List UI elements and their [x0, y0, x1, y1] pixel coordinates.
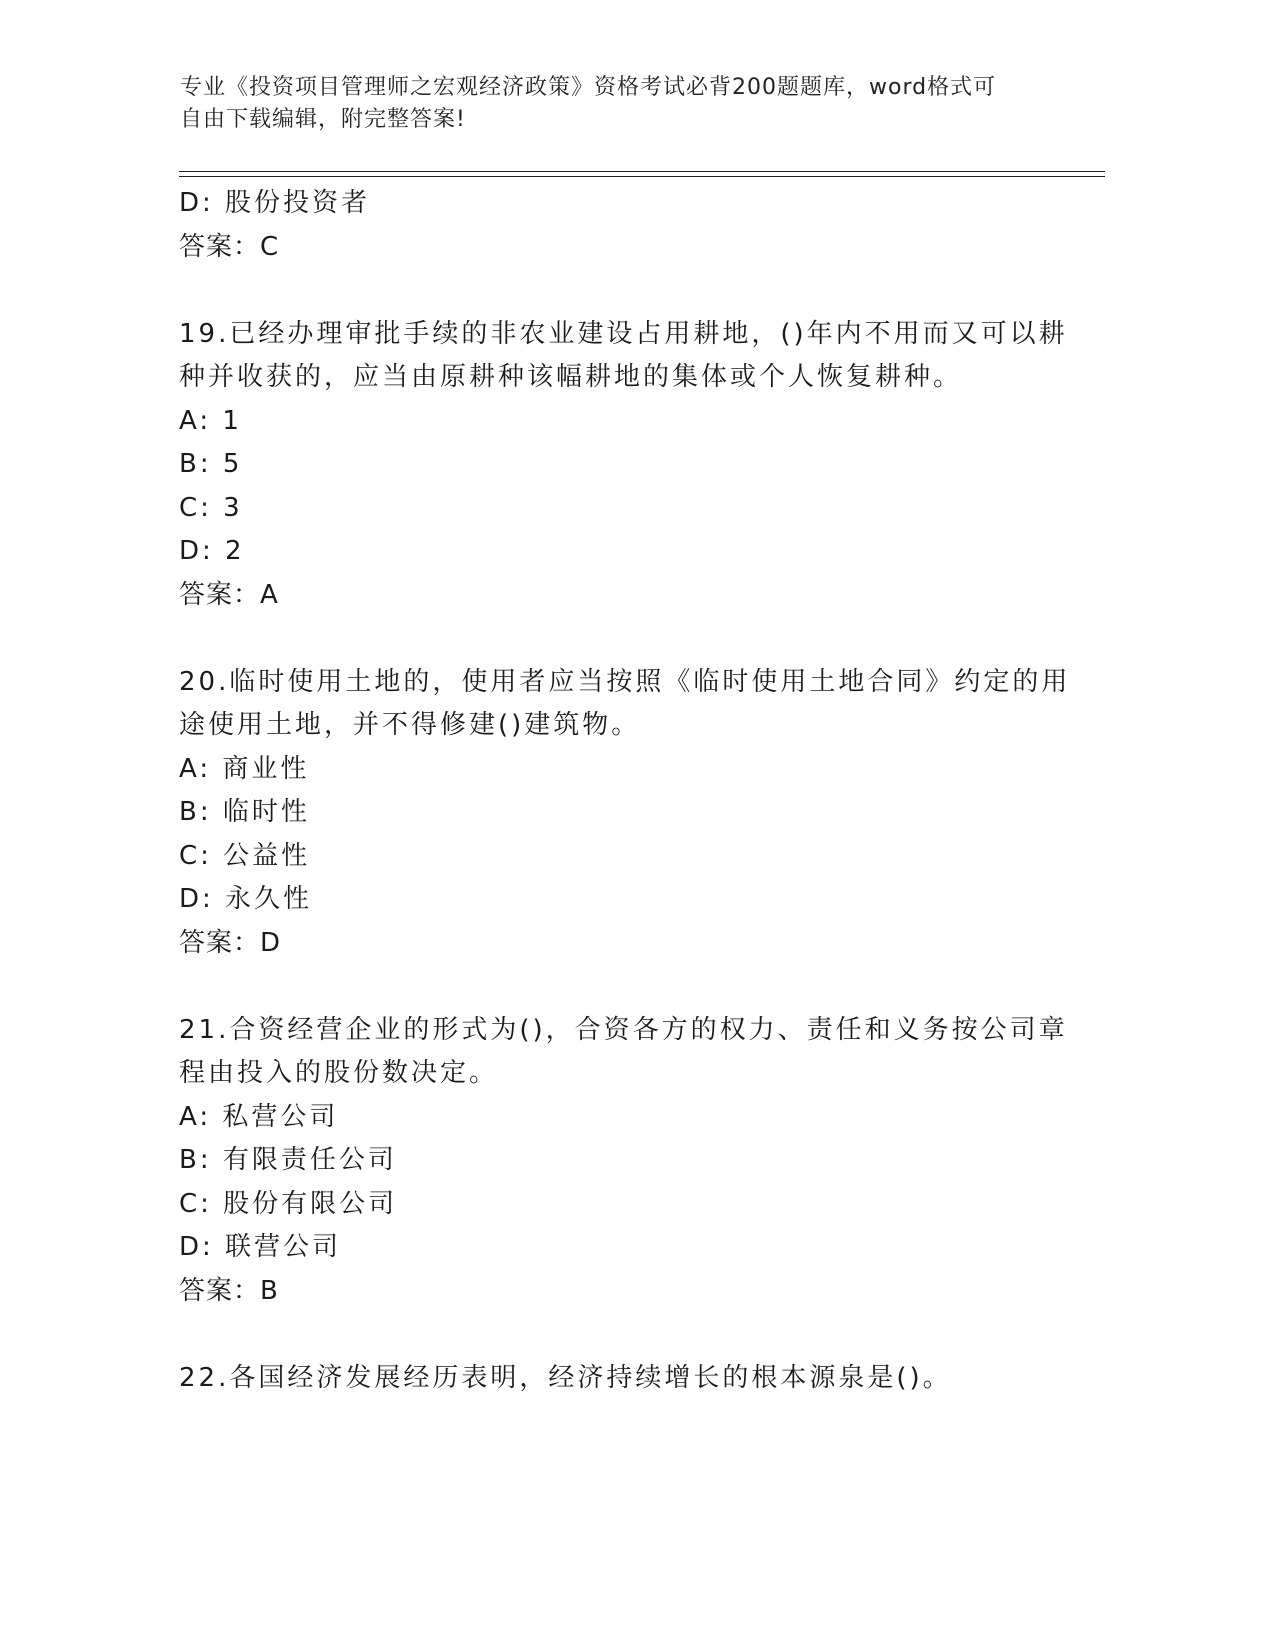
header-rule-bottom: [179, 176, 1105, 177]
spacer: [179, 269, 1059, 313]
option-d: D: 永久性: [179, 884, 313, 914]
answer-line: 答案：D: [179, 927, 282, 958]
answer-line: 答案：A: [179, 579, 279, 610]
question-text-line-1: 22.各国经济发展经历表明，经济持续增长的根本源泉是()。: [179, 1362, 952, 1393]
option-a: A: 私营公司: [179, 1101, 339, 1132]
spacer: [179, 965, 1059, 1009]
answer-line: 答案：C: [179, 231, 280, 262]
question-text-line-2: 程由投入的股份数决定。: [179, 1058, 499, 1088]
option-b: B: 5: [179, 449, 243, 479]
document-body: [179, 182, 1071, 1400]
option-d: D: 2: [179, 536, 245, 566]
question-19: [179, 313, 1068, 618]
header-line-1: 专业《投资项目管理师之宏观经济政策》资格考试必背200题题库，word格式可: [180, 75, 997, 100]
question-22: [179, 1357, 1059, 1401]
option-a: A: 1: [179, 405, 242, 436]
option-d: D: 联营公司: [179, 1232, 342, 1262]
question-text-line-1: 20.临时使用土地的，使用者应当按照《临时使用土地合同》约定的用: [179, 666, 1071, 697]
question-20: [179, 661, 1071, 966]
option-d: D: 股份投资者: [179, 188, 371, 218]
option-c: C: 公益性: [179, 840, 311, 871]
question-text-line-2: 种并收获的，应当由原耕种该幅耕地的集体或个人恢复耕种。: [179, 362, 963, 392]
question-21: [179, 1009, 1068, 1314]
option-b: B: 临时性: [179, 797, 310, 827]
question-text-line-2: 途使用土地，并不得修建()建筑物。: [179, 710, 641, 740]
option-a: A: 商业性: [179, 753, 310, 784]
option-c: C: 3: [179, 492, 243, 523]
question-text-line-1: 21.合资经营企业的形式为()，合资各方的权力、责任和义务按公司章: [179, 1014, 1068, 1045]
spacer: [179, 1313, 1059, 1357]
option-b: B: 有限责任公司: [179, 1145, 397, 1175]
answer-line: 答案：B: [179, 1275, 279, 1306]
option-c: C: 股份有限公司: [179, 1188, 398, 1219]
document-header: [180, 72, 1040, 136]
header-line-2: 自由下载编辑，附完整答案!: [180, 107, 466, 132]
spacer: [179, 617, 1059, 661]
header-rule-top: [179, 171, 1105, 172]
question-text-line-1: 19.已经办理审批手续的非农业建设占用耕地，()年内不用而又可以耕: [179, 318, 1068, 349]
